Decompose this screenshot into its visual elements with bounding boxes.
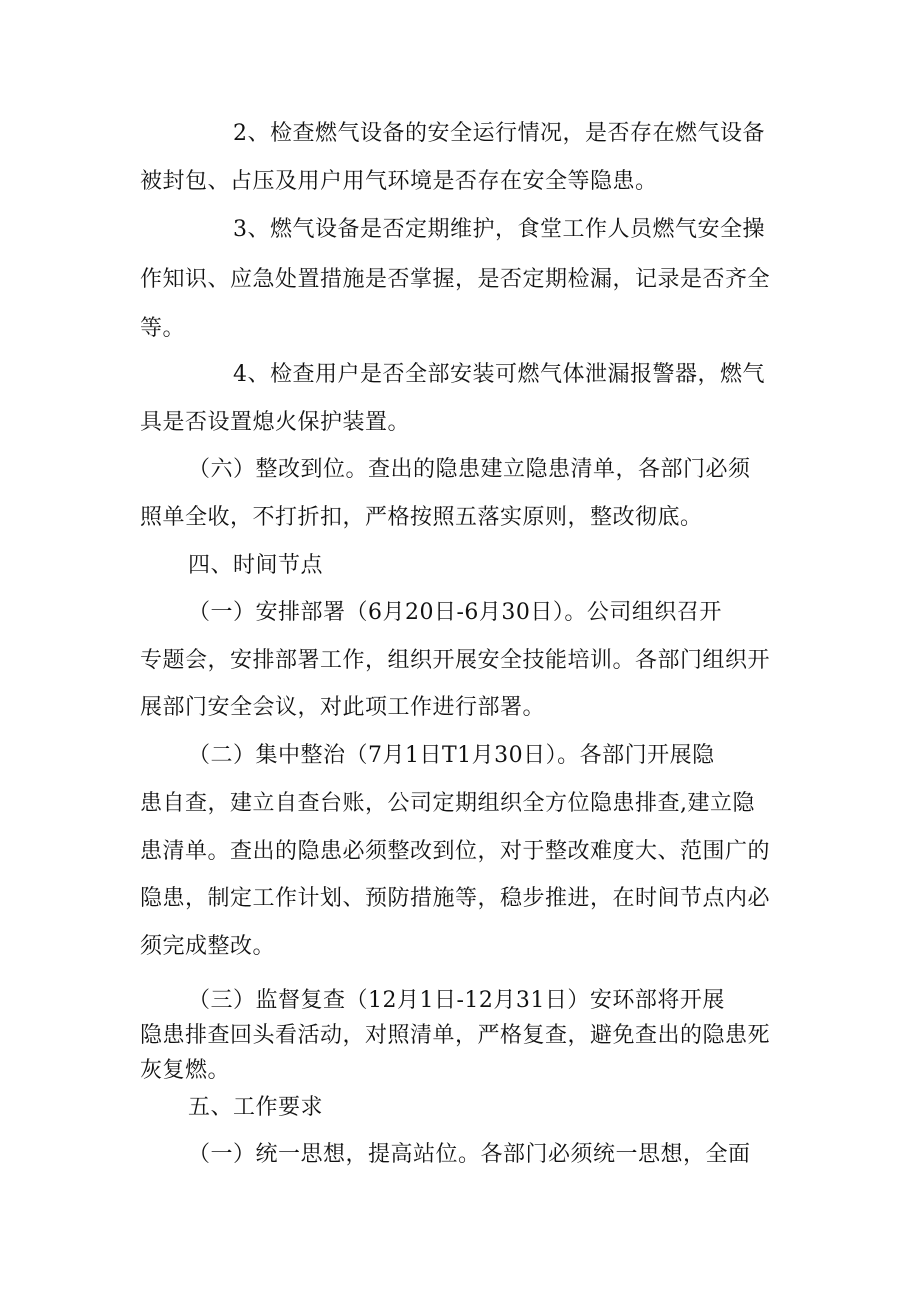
text-line: 专题会，安排部署工作，组织开展安全技能培训。各部门组织开 [140, 648, 771, 673]
text-line: 隐患排查回头看活动，对照清单，严格复查，避免查出的隐患死 [140, 1023, 771, 1048]
text-line: 被封包、占压及用户用气环境是否存在安全等隐患。 [140, 169, 658, 194]
text-line: 患自查，建立自查台账，公司定期组织全方位隐患排查,建立隐 [140, 791, 755, 816]
text-line: 灰复燃。 [140, 1058, 231, 1083]
text-line: 作知识、应急处置措施是否掌握，是否定期检漏，记录是否齐全 [140, 267, 771, 292]
section-heading: （二）集中整治（7月1日T1月30日）。各部门开展隐 [188, 743, 715, 768]
section-heading: 四、时间节点 [188, 553, 324, 578]
text-line: 展部门安全会议，对此项工作进行部署。 [140, 695, 546, 720]
section-heading: （一）统一思想，提高站位。各部门必须统一思想，全面 [188, 1142, 751, 1167]
text-line: 4、检查用户是否全部安装可燃气体泄漏报警器，燃气 [233, 362, 765, 387]
text-line: 具是否设置熄火保护装置。 [140, 410, 411, 435]
section-heading: （三）监督复查（12月1日-12月31日）安环部将开展 [188, 988, 725, 1013]
section-heading: （六）整改到位。查出的隐患建立隐患清单，各部门必须 [188, 457, 751, 482]
text-line: 等。 [140, 316, 186, 341]
text-line: 照单全收，不打折扣，严格按照五落实原则，整改彻底。 [140, 505, 703, 530]
text-line: 隐患，制定工作计划、预防措施等，稳步推进，在时间节点内必 [140, 886, 771, 911]
text-line: 患清单。查出的隐患必须整改到位，对于整改难度大、范围广的 [140, 839, 771, 864]
text-line: 2、检查燃气设备的安全运行情况，是否存在燃气设备 [233, 121, 765, 146]
section-heading: （一）安排部署（6月20日-6月30日）。公司组织召开 [188, 600, 722, 625]
text-line: 3、燃气设备是否定期维护，食堂工作人员燃气安全操 [233, 217, 765, 242]
section-heading: 五、工作要求 [188, 1095, 324, 1120]
text-line: 须完成整改。 [140, 934, 276, 959]
